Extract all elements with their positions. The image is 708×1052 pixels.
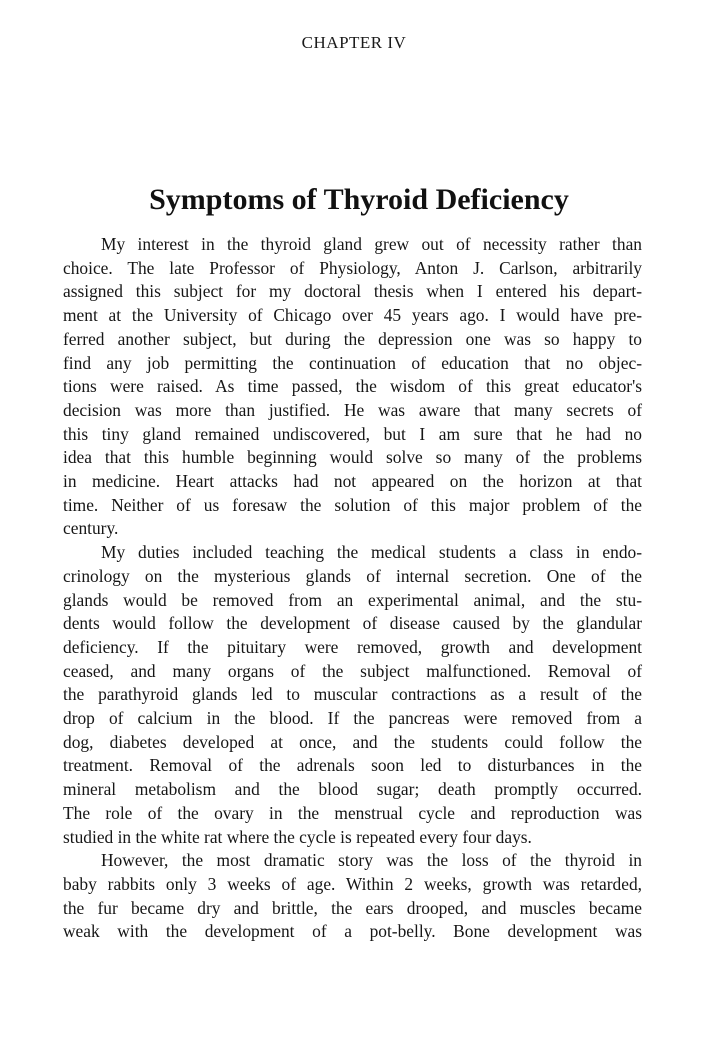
- text-line: idea that this humble beginning would solve so many of the problems: [63, 447, 642, 468]
- text-line: ferred another subject, but during the depression one was so happy to: [63, 328, 642, 349]
- text-line: deficiency. If the pituitary were removed, growth and development: [63, 636, 642, 657]
- text-line: The role of the ovary in the menstrual cycle and reproduction was: [63, 802, 642, 823]
- text-line: weak with the development of a pot-belly. Bone development was: [63, 921, 642, 942]
- text-line: crinology on the mysterious glands of internal secretion. One of the: [63, 565, 642, 586]
- text-line: the parathyroid glands led to muscular contractions as a result of the: [63, 684, 642, 705]
- text-line: find any job permitting the continuation of education that no objec-: [63, 352, 642, 373]
- text-line: century.: [63, 518, 119, 539]
- text-line: in medicine. Heart attacks had not appeared on the horizon at that: [63, 471, 642, 492]
- text-line: My interest in the thyroid gland grew out of necessity rather than: [101, 234, 642, 254]
- text-line: assigned this subject for my doctoral thesis when I entered his depart-: [63, 281, 642, 302]
- paragraph-1: [63, 233, 642, 541]
- text-line: ceased, and many organs of the subject malfunctioned. Removal of: [63, 660, 642, 681]
- text-line: ment at the University of Chicago over 45 years ago. I would have pre-: [63, 305, 642, 326]
- text-line: this tiny gland remained undiscovered, but I am sure that he had no: [63, 423, 642, 444]
- paragraph-3: [63, 849, 642, 944]
- text-line: My duties included teaching the medical students a class in endo-: [101, 542, 642, 563]
- text-line: treatment. Removal of the adrenals soon led to disturbances in the: [63, 755, 642, 776]
- text-line: glands would be removed from an experimental animal, and the stu-: [63, 589, 642, 610]
- text-line: decision was more than justified. He was aware that many secrets of: [63, 399, 642, 420]
- text-line: dents would follow the development of disease caused by the glandular: [63, 613, 642, 634]
- text-line: mineral metabolism and the blood sugar; death promptly occurred.: [63, 779, 642, 800]
- text-line: drop of calcium in the blood. If the pancreas were removed from a: [63, 708, 642, 729]
- text-line: choice. The late Professor of Physiology, Anton J. Carlson, arbitrarily: [63, 257, 642, 278]
- text-line: baby rabbits only 3 weeks of age. Within 2 weeks, growth was retarded,: [63, 873, 642, 894]
- text-line: tions were raised. As time passed, the wisdom of this great educator's: [63, 376, 642, 397]
- chapter-number: CHAPTER IV: [301, 33, 407, 52]
- text-line: However, the most dramatic story was the loss of the thyroid in: [101, 850, 642, 871]
- text-line: the fur became dry and brittle, the ears drooped, and muscles became: [63, 897, 642, 918]
- body-text: [63, 233, 642, 944]
- chapter-title: Symptoms of Thyroid Deficiency: [149, 183, 569, 216]
- paragraph-2: [63, 541, 642, 849]
- text-line: time. Neither of us foresaw the solution of this major problem of the: [63, 494, 642, 515]
- text-line: studied in the white rat where the cycle is repeated every four days.: [63, 826, 532, 847]
- text-line: dog, diabetes developed at once, and the students could follow the: [63, 731, 642, 752]
